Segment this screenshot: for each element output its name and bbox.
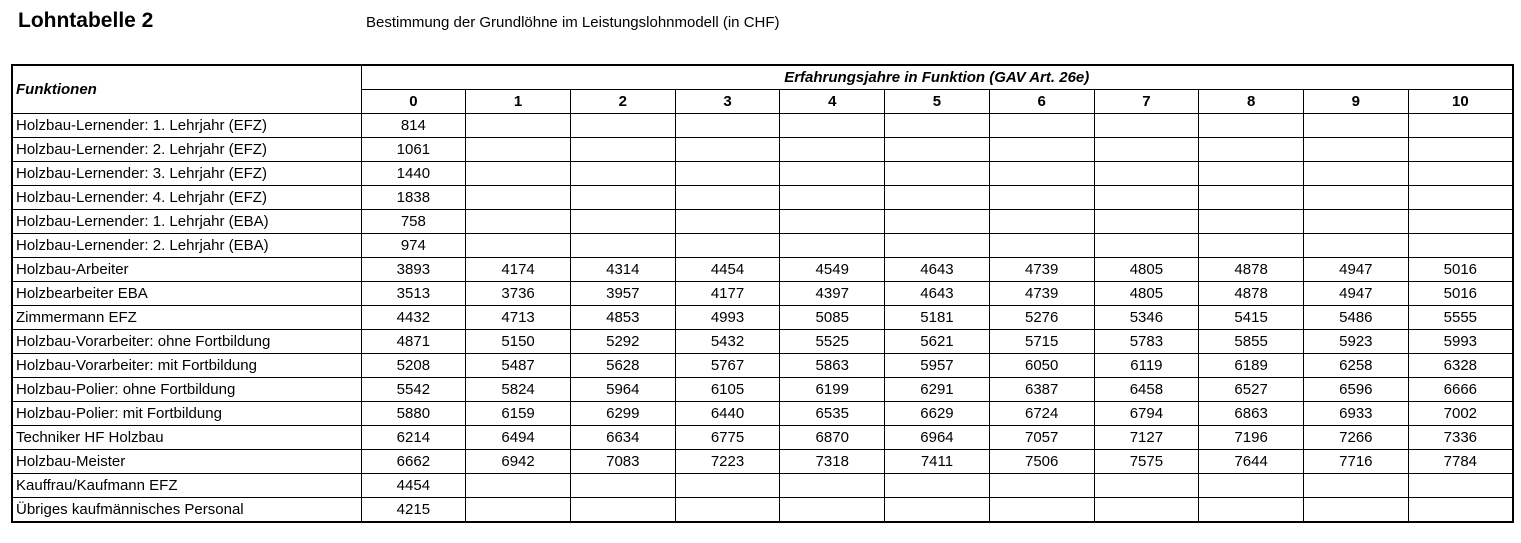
salary-cell: 6629 — [885, 402, 990, 426]
salary-cell: 4805 — [1094, 282, 1199, 306]
salary-cell: 5415 — [1199, 306, 1304, 330]
salary-cell — [1303, 210, 1408, 234]
salary-cell: 7196 — [1199, 426, 1304, 450]
salary-cell — [675, 210, 780, 234]
salary-cell — [1199, 474, 1304, 498]
salary-cell — [780, 234, 885, 258]
salary-cell — [570, 234, 675, 258]
salary-cell: 4454 — [361, 474, 466, 498]
salary-cell: 6199 — [780, 378, 885, 402]
salary-cell: 6119 — [1094, 354, 1199, 378]
year-column-header: 2 — [570, 90, 675, 114]
salary-cell: 7784 — [1408, 450, 1513, 474]
salary-cell: 4878 — [1199, 282, 1304, 306]
salary-cell: 5964 — [570, 378, 675, 402]
function-label: Holzbau-Polier: mit Fortbildung — [12, 402, 361, 426]
salary-cell: 1061 — [361, 138, 466, 162]
salary-cell: 4805 — [1094, 258, 1199, 282]
salary-cell — [675, 138, 780, 162]
salary-cell — [1303, 474, 1408, 498]
salary-cell: 6189 — [1199, 354, 1304, 378]
table-row — [12, 450, 1513, 474]
salary-cell: 1440 — [361, 162, 466, 186]
page-title: Lohntabelle 2 — [18, 9, 154, 32]
salary-cell: 4739 — [989, 258, 1094, 282]
salary-cell: 6596 — [1303, 378, 1408, 402]
salary-cell — [1094, 138, 1199, 162]
salary-cell: 4174 — [466, 258, 571, 282]
salary-cell: 4947 — [1303, 282, 1408, 306]
salary-cell — [1303, 186, 1408, 210]
salary-cell — [1408, 138, 1513, 162]
salary-cell — [989, 162, 1094, 186]
salary-cell: 5628 — [570, 354, 675, 378]
function-label: Holzbau-Polier: ohne Fortbildung — [12, 378, 361, 402]
salary-cell — [570, 210, 675, 234]
function-label: Holzbau-Lernender: 1. Lehrjahr (EBA) — [12, 210, 361, 234]
salary-cell: 5555 — [1408, 306, 1513, 330]
salary-cell — [1199, 210, 1304, 234]
salary-cell — [1094, 210, 1199, 234]
salary-cell: 6794 — [1094, 402, 1199, 426]
salary-cell — [1303, 114, 1408, 138]
salary-cell — [989, 138, 1094, 162]
salary-cell — [1408, 498, 1513, 523]
salary-cell — [466, 186, 571, 210]
salary-cell — [1094, 474, 1199, 498]
salary-cell — [780, 114, 885, 138]
table-row — [12, 402, 1513, 426]
salary-cell: 4871 — [361, 330, 466, 354]
salary-cell: 4177 — [675, 282, 780, 306]
salary-cell: 7318 — [780, 450, 885, 474]
salary-cell: 5525 — [780, 330, 885, 354]
salary-cell: 5621 — [885, 330, 990, 354]
salary-cell — [1094, 234, 1199, 258]
salary-cell — [885, 234, 990, 258]
table-row — [12, 498, 1513, 523]
salary-cell — [989, 114, 1094, 138]
salary-cell: 6535 — [780, 402, 885, 426]
salary-cell — [1408, 234, 1513, 258]
salary-cell — [1408, 474, 1513, 498]
salary-cell: 974 — [361, 234, 466, 258]
salary-cell — [570, 186, 675, 210]
function-label: Techniker HF Holzbau — [12, 426, 361, 450]
salary-cell: 6387 — [989, 378, 1094, 402]
salary-cell: 5993 — [1408, 330, 1513, 354]
table-row — [12, 378, 1513, 402]
year-column-header: 7 — [1094, 90, 1199, 114]
salary-cell: 4713 — [466, 306, 571, 330]
salary-cell: 6870 — [780, 426, 885, 450]
year-column-header: 4 — [780, 90, 885, 114]
salary-cell — [466, 234, 571, 258]
salary-cell — [989, 474, 1094, 498]
function-label: Holzbau-Arbeiter — [12, 258, 361, 282]
salary-cell — [1199, 114, 1304, 138]
salary-cell: 6964 — [885, 426, 990, 450]
salary-cell — [885, 498, 990, 523]
salary-cell: 5181 — [885, 306, 990, 330]
function-label: Holzbau-Lernender: 1. Lehrjahr (EFZ) — [12, 114, 361, 138]
table-row — [12, 330, 1513, 354]
salary-cell — [989, 234, 1094, 258]
salary-cell: 6214 — [361, 426, 466, 450]
salary-cell — [1408, 186, 1513, 210]
table-row — [12, 234, 1513, 258]
salary-cell: 7127 — [1094, 426, 1199, 450]
salary-cell: 7644 — [1199, 450, 1304, 474]
function-label: Holzbearbeiter EBA — [12, 282, 361, 306]
salary-cell: 4947 — [1303, 258, 1408, 282]
salary-cell: 4993 — [675, 306, 780, 330]
salary-cell: 5957 — [885, 354, 990, 378]
salary-cell: 6775 — [675, 426, 780, 450]
salary-cell: 6159 — [466, 402, 571, 426]
salary-cell: 6933 — [1303, 402, 1408, 426]
salary-cell: 758 — [361, 210, 466, 234]
salary-cell — [1094, 186, 1199, 210]
salary-cell: 7506 — [989, 450, 1094, 474]
salary-cell — [1199, 498, 1304, 523]
salary-cell — [989, 210, 1094, 234]
salary-cell: 5863 — [780, 354, 885, 378]
salary-cell — [1303, 498, 1408, 523]
salary-cell: 6105 — [675, 378, 780, 402]
salary-cell: 5715 — [989, 330, 1094, 354]
salary-cell: 4549 — [780, 258, 885, 282]
function-label: Kauffrau/Kaufmann EFZ — [12, 474, 361, 498]
table-row — [12, 282, 1513, 306]
year-column-header: 1 — [466, 90, 571, 114]
salary-cell: 5085 — [780, 306, 885, 330]
salary-cell — [675, 162, 780, 186]
salary-cell: 5880 — [361, 402, 466, 426]
salary-cell: 1838 — [361, 186, 466, 210]
salary-cell — [885, 186, 990, 210]
salary-cell: 7057 — [989, 426, 1094, 450]
salary-cell: 7575 — [1094, 450, 1199, 474]
salary-cell: 7411 — [885, 450, 990, 474]
salary-cell: 5016 — [1408, 282, 1513, 306]
salary-cell — [1094, 114, 1199, 138]
salary-cell — [675, 114, 780, 138]
salary-cell: 6666 — [1408, 378, 1513, 402]
salary-cell — [675, 498, 780, 523]
salary-cell: 4215 — [361, 498, 466, 523]
salary-cell: 5208 — [361, 354, 466, 378]
salary-cell — [1199, 186, 1304, 210]
table-row — [12, 186, 1513, 210]
salary-cell: 6527 — [1199, 378, 1304, 402]
table-header-row-group — [12, 65, 1513, 90]
salary-cell: 6634 — [570, 426, 675, 450]
table-row — [12, 114, 1513, 138]
salary-cell — [675, 186, 780, 210]
salary-cell: 6458 — [1094, 378, 1199, 402]
function-label: Holzbau-Vorarbeiter: ohne Fortbildung — [12, 330, 361, 354]
salary-cell — [780, 186, 885, 210]
salary-cell: 4454 — [675, 258, 780, 282]
salary-cell — [570, 162, 675, 186]
salary-cell: 4432 — [361, 306, 466, 330]
salary-cell — [466, 162, 571, 186]
table-row — [12, 258, 1513, 282]
salary-cell — [780, 138, 885, 162]
table-row — [12, 474, 1513, 498]
salary-cell: 5783 — [1094, 330, 1199, 354]
function-label: Holzbau-Lernender: 2. Lehrjahr (EBA) — [12, 234, 361, 258]
salary-cell — [466, 114, 571, 138]
salary-cell — [885, 138, 990, 162]
salary-cell: 6050 — [989, 354, 1094, 378]
salary-cell: 4314 — [570, 258, 675, 282]
year-column-header: 3 — [675, 90, 780, 114]
salary-cell: 5292 — [570, 330, 675, 354]
salary-cell: 5824 — [466, 378, 571, 402]
year-column-header: 10 — [1408, 90, 1513, 114]
salary-cell: 6291 — [885, 378, 990, 402]
salary-cell — [989, 498, 1094, 523]
salary-cell: 7266 — [1303, 426, 1408, 450]
salary-cell: 4643 — [885, 258, 990, 282]
salary-cell: 7002 — [1408, 402, 1513, 426]
table-row — [12, 426, 1513, 450]
salary-cell: 7223 — [675, 450, 780, 474]
functions-column-header: Funktionen — [12, 65, 361, 114]
function-label: Holzbau-Lernender: 2. Lehrjahr (EFZ) — [12, 138, 361, 162]
salary-cell: 6724 — [989, 402, 1094, 426]
salary-cell: 5346 — [1094, 306, 1199, 330]
page-subtitle: Bestimmung der Grundlöhne im Leistungslohnmodell (in CHF) — [366, 14, 780, 31]
salary-cell: 6942 — [466, 450, 571, 474]
salary-table — [11, 64, 1514, 523]
salary-cell — [1199, 162, 1304, 186]
function-label: Holzbau-Vorarbeiter: mit Fortbildung — [12, 354, 361, 378]
table-row — [12, 210, 1513, 234]
salary-cell — [885, 210, 990, 234]
year-column-header: 5 — [885, 90, 990, 114]
table-row — [12, 162, 1513, 186]
salary-cell: 4643 — [885, 282, 990, 306]
salary-cell — [466, 210, 571, 234]
year-column-header: 9 — [1303, 90, 1408, 114]
salary-cell: 7716 — [1303, 450, 1408, 474]
salary-cell — [570, 498, 675, 523]
function-label: Holzbau-Meister — [12, 450, 361, 474]
salary-cell: 6299 — [570, 402, 675, 426]
experience-years-group-header: Erfahrungsjahre in Funktion (GAV Art. 26e) — [361, 65, 1513, 90]
salary-cell: 5855 — [1199, 330, 1304, 354]
salary-cell — [466, 138, 571, 162]
salary-cell — [885, 474, 990, 498]
salary-cell: 3736 — [466, 282, 571, 306]
salary-cell: 814 — [361, 114, 466, 138]
salary-cell — [1303, 162, 1408, 186]
salary-cell — [1303, 234, 1408, 258]
function-label: Zimmermann EFZ — [12, 306, 361, 330]
salary-cell — [1094, 162, 1199, 186]
table-row — [12, 138, 1513, 162]
salary-cell — [1408, 210, 1513, 234]
salary-cell: 6440 — [675, 402, 780, 426]
salary-cell — [780, 210, 885, 234]
salary-cell: 6258 — [1303, 354, 1408, 378]
year-column-header: 8 — [1199, 90, 1304, 114]
salary-cell: 5150 — [466, 330, 571, 354]
salary-cell: 6328 — [1408, 354, 1513, 378]
salary-cell: 3513 — [361, 282, 466, 306]
salary-cell — [989, 186, 1094, 210]
salary-cell: 7083 — [570, 450, 675, 474]
salary-cell — [780, 474, 885, 498]
salary-cell: 4878 — [1199, 258, 1304, 282]
salary-cell: 7336 — [1408, 426, 1513, 450]
table-row — [12, 354, 1513, 378]
salary-cell — [1199, 234, 1304, 258]
salary-cell — [570, 114, 675, 138]
salary-cell: 6662 — [361, 450, 466, 474]
salary-cell — [466, 498, 571, 523]
salary-cell: 6494 — [466, 426, 571, 450]
salary-cell: 5923 — [1303, 330, 1408, 354]
table-body — [12, 114, 1513, 523]
salary-cell — [1303, 138, 1408, 162]
year-column-header: 6 — [989, 90, 1094, 114]
salary-cell: 4739 — [989, 282, 1094, 306]
salary-cell: 3957 — [570, 282, 675, 306]
year-column-header: 0 — [361, 90, 466, 114]
salary-cell: 5542 — [361, 378, 466, 402]
salary-cell: 5276 — [989, 306, 1094, 330]
salary-cell — [1408, 162, 1513, 186]
salary-cell: 4397 — [780, 282, 885, 306]
function-label: Übriges kaufmännisches Personal — [12, 498, 361, 523]
salary-cell: 5486 — [1303, 306, 1408, 330]
salary-cell: 3893 — [361, 258, 466, 282]
salary-cell: 5432 — [675, 330, 780, 354]
salary-cell — [675, 474, 780, 498]
salary-cell — [885, 114, 990, 138]
salary-cell — [570, 474, 675, 498]
table-row — [12, 306, 1513, 330]
salary-cell — [570, 138, 675, 162]
salary-cell: 5016 — [1408, 258, 1513, 282]
salary-cell — [885, 162, 990, 186]
function-label: Holzbau-Lernender: 3. Lehrjahr (EFZ) — [12, 162, 361, 186]
salary-cell — [780, 498, 885, 523]
salary-cell — [1094, 498, 1199, 523]
salary-cell: 5487 — [466, 354, 571, 378]
salary-cell — [1199, 138, 1304, 162]
table-header — [12, 65, 1513, 114]
salary-cell — [466, 474, 571, 498]
salary-cell — [1408, 114, 1513, 138]
salary-cell: 5767 — [675, 354, 780, 378]
salary-cell — [675, 234, 780, 258]
salary-cell — [780, 162, 885, 186]
function-label: Holzbau-Lernender: 4. Lehrjahr (EFZ) — [12, 186, 361, 210]
salary-cell: 6863 — [1199, 402, 1304, 426]
salary-cell: 4853 — [570, 306, 675, 330]
